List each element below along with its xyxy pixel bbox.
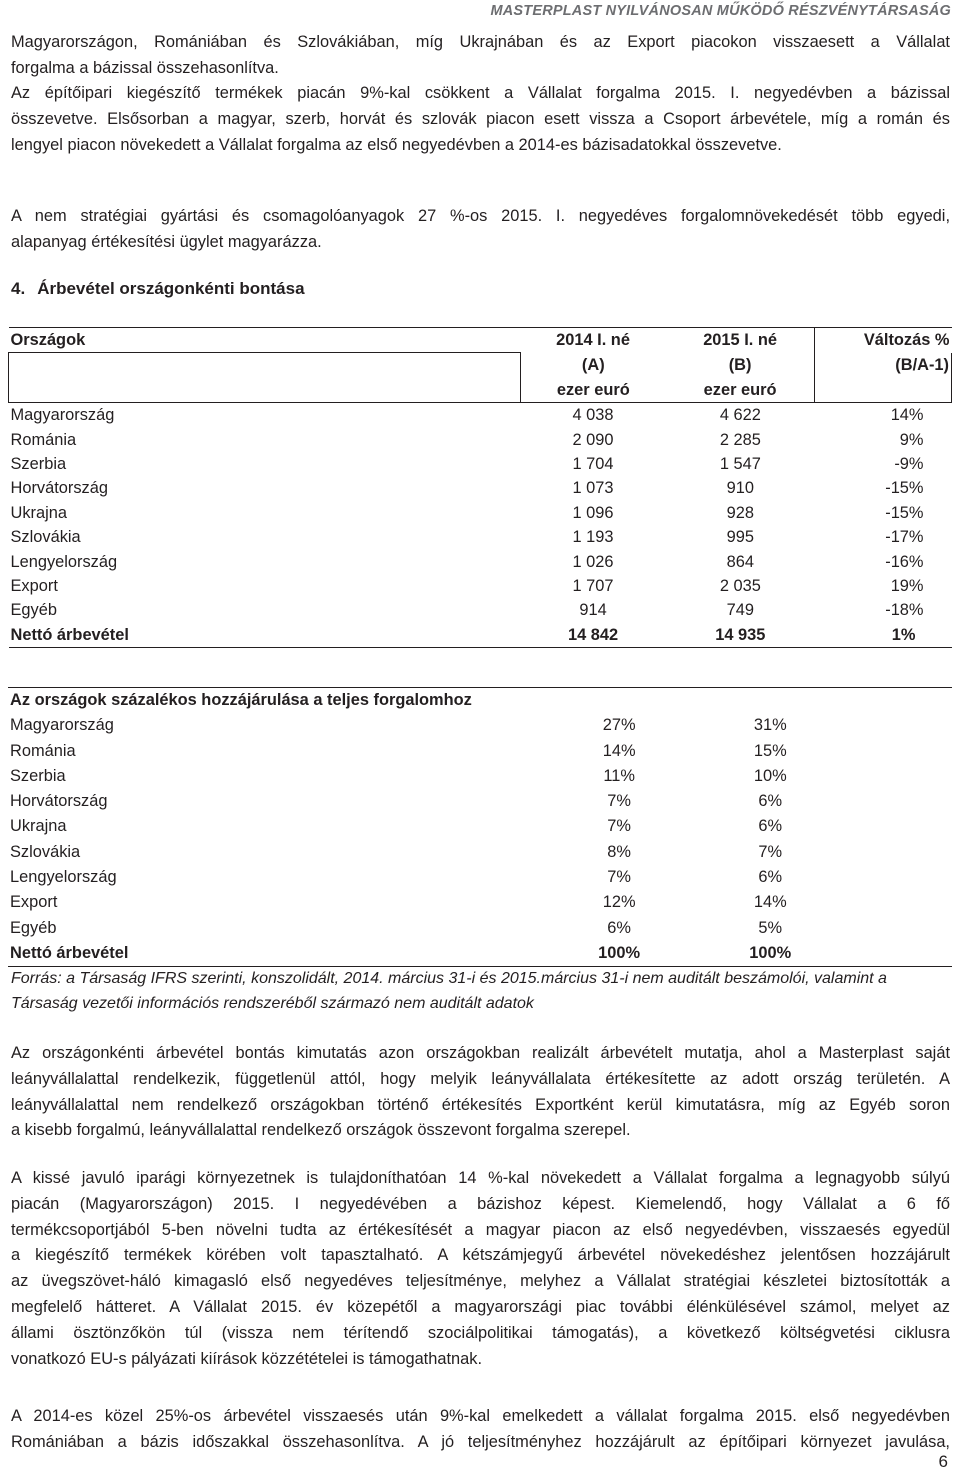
source-line: Forrás: a Társaság IFRS szerinti, konszolidált, 2014. március 31-i és 2015.március 31-i nem auditált beszámolói, valamint a <box>11 970 887 987</box>
value-2015-cell: 2 035 <box>719 577 761 596</box>
unit-a: ezer euró <box>520 378 665 403</box>
change-cell: -15% <box>885 479 924 498</box>
change-cell: -15% <box>885 503 924 522</box>
change-cell: 19% <box>890 577 924 596</box>
text-line: Az építőipari kiegészítő termékek piacán 9%-kal csökkent a Vállalat forgalma 2015. I. negyedévben a bázissal <box>11 84 950 102</box>
table-row <box>9 550 952 574</box>
text-line: megfelelő hátteret. A Vállalat 2015. év közepétől a magyarországi piac további élénkülésével számol, melyet az <box>11 1297 950 1316</box>
value-2014-cell: 1 073 <box>572 479 614 498</box>
value-2014-cell: 1 096 <box>572 503 614 522</box>
country-cell: Szlovákia <box>10 842 81 861</box>
country-cell: Horvátország <box>10 479 108 498</box>
unit-b: ezer euró <box>666 378 815 403</box>
share-2014-cell: 7% <box>607 817 631 836</box>
share-2015-cell: 5% <box>758 918 783 937</box>
share-2015-cell: 31% <box>753 716 787 735</box>
share-2015-cell: 14% <box>753 893 787 912</box>
table-total-row <box>9 623 952 648</box>
empty-cell <box>815 378 952 403</box>
text-line: állami ösztönzőkön túl (vissza nem térítendő szociálpolitikai támogatás), a következő költségvetési ciklusra <box>11 1323 950 1342</box>
table-header-row <box>9 328 952 353</box>
subheader-b: (B) <box>728 356 752 375</box>
share-2014-cell: 6% <box>607 918 631 937</box>
value-2015-cell: 928 <box>726 503 755 522</box>
table-row <box>9 428 952 452</box>
share-2015-cell: 6% <box>758 792 783 811</box>
paragraph-4 <box>11 1041 950 1144</box>
country-cell: Lengyelország <box>10 868 117 887</box>
text-line: piacán (Magyarországon) 2015. I negyedévében a bázishoz képest. Kiemelendő, hogy Vállalat a 6 fő <box>11 1194 950 1213</box>
paragraph-6 <box>11 1404 950 1456</box>
empty-cell <box>847 739 952 764</box>
share-2014-cell: 27% <box>602 716 636 735</box>
column-header-country: Országok <box>9 328 521 353</box>
text-line: az üvegszövet-háló kimagasló első negyedéves teljesítménye, melyhez a Vállalat stratégiai készletei biztosították a <box>11 1272 950 1291</box>
text-line: a kiegészítő termékek körében volt tapasztalható. A kétszámjegyű árbevétel növekedéshez jelentősen hozzájárult <box>11 1246 950 1265</box>
country-cell: Ukrajna <box>10 503 67 522</box>
share-2014-cell: 11% <box>603 766 635 785</box>
table-row <box>9 403 952 428</box>
text-line: A 2014-es közel 25%-os árbevétel visszaesés után 9%-kal emelkedett a vállalat forgalma 2015. első negyedévben <box>11 1407 950 1425</box>
share-2014-cell: 12% <box>602 893 636 912</box>
share-2014-cell: 8% <box>607 842 631 861</box>
country-cell: Egyéb <box>10 601 57 620</box>
text-line: A kissé javuló iparági környezetnek is tulajdoníthatóan 14 %-kal növekedett a Vállalat forgalma a legnagyobb súlyú <box>11 1169 950 1187</box>
column-header-2015: 2015 I. né <box>666 328 815 353</box>
share-row <box>8 890 952 915</box>
table-row <box>9 452 952 476</box>
value-2014-cell: 1 193 <box>572 528 614 547</box>
section-title: Árbevétel országonkénti bontása <box>37 279 305 298</box>
text-line: A nem stratégiai gyártási és csomagolóanyagok 27 %-os 2015. I. negyedéves forgalomnövekedését több egyedi, <box>11 207 950 225</box>
column-header-2014: 2014 I. né <box>520 328 665 353</box>
change-cell: 14% <box>890 406 924 425</box>
value-2015-cell: 2 285 <box>719 430 761 449</box>
country-cell: Export <box>10 577 58 596</box>
section-number: 4. <box>11 279 26 298</box>
total-label: Nettó árbevétel <box>9 623 521 648</box>
share-row <box>8 840 952 865</box>
subheader-ba: (B/A-1) <box>815 353 952 378</box>
share-2014-cell: 7% <box>607 868 631 887</box>
country-cell: Ukrajna <box>10 817 67 836</box>
text-line: összevetve. Elsősorban a magyar, szerb, horvát és szlovák piacon esett vissza a Csoport árbevétele, míg a román és <box>11 109 950 128</box>
share-total-2015: 100% <box>694 941 847 967</box>
source-note <box>11 966 951 1016</box>
value-2014-cell: 1 707 <box>572 577 614 596</box>
empty-cell <box>9 378 521 403</box>
table-row <box>9 598 952 622</box>
table-row <box>9 476 952 500</box>
share-total-2014: 100% <box>545 941 694 967</box>
empty-cell <box>847 890 952 915</box>
share-title-row <box>8 688 952 714</box>
share-2015-cell: 15% <box>753 741 787 760</box>
text-line: vonatkozó EU-s pályázati kiírások közzétételei is támogathatnak. <box>11 1349 483 1368</box>
value-2015-cell: 1 547 <box>719 455 761 474</box>
total-2015: 14 935 <box>666 623 815 648</box>
empty-cell <box>9 353 521 378</box>
empty-cell <box>847 789 952 814</box>
text-line: forgalma a bázissal összehasonlítva. <box>11 58 279 77</box>
country-cell: Románia <box>10 430 77 449</box>
text-line: a kisebb forgalmú, leányvállalattal rendelkező országok összevont forgalma szerepel. <box>11 1121 631 1140</box>
text-line: leányvállalattal nem rendelkező országokban történő értékesítés Exportként kerül kimutatásra, míg az Egyéb soron <box>11 1095 950 1114</box>
text-line: Az országonkénti árbevétel bontás kimutatás azon országokban realizált árbevételt mutatja, ahol a Masterplast saját <box>11 1044 950 1062</box>
country-cell: Export <box>10 893 58 912</box>
table-row <box>9 501 952 525</box>
paragraph-1 <box>11 30 950 82</box>
share-table-title: Az országok százalékos hozzájárulása a teljes forgalomhoz <box>8 688 952 714</box>
page-number: 6 <box>938 1452 948 1471</box>
value-2014-cell: 914 <box>579 601 607 620</box>
empty-cell <box>847 764 952 789</box>
share-row <box>8 865 952 890</box>
value-2015-cell: 749 <box>726 601 755 620</box>
empty-cell <box>847 814 952 839</box>
value-2015-cell: 910 <box>726 479 755 498</box>
country-cell: Magyarország <box>10 406 115 425</box>
column-header-change: Változás % <box>815 328 952 353</box>
value-2014-cell: 1 026 <box>572 552 614 571</box>
value-2015-cell: 4 622 <box>719 406 761 425</box>
empty-cell <box>847 713 952 738</box>
empty-cell <box>847 941 952 967</box>
share-row <box>8 739 952 764</box>
change-cell: 9% <box>899 430 924 449</box>
table-row <box>9 574 952 598</box>
share-total-row <box>8 941 952 967</box>
country-share-table <box>8 687 952 967</box>
table-unit-row <box>9 378 952 403</box>
share-total-label: Nettó árbevétel <box>8 941 545 967</box>
share-2015-cell: 7% <box>758 842 783 861</box>
change-cell: -16% <box>885 552 924 571</box>
paragraph-2 <box>11 81 950 158</box>
country-cell: Horvátország <box>10 792 108 811</box>
share-2014-cell: 14% <box>602 741 636 760</box>
share-row <box>8 814 952 839</box>
value-2014-cell: 4 038 <box>572 406 614 425</box>
table-subheader-row <box>9 353 952 378</box>
total-change: 1% <box>815 623 952 648</box>
share-row <box>8 789 952 814</box>
share-row <box>8 764 952 789</box>
country-cell: Románia <box>10 741 76 760</box>
text-line: Romániában a bázis időszakkal összehasonlítva. A jó teljesítményhez hozzájárult az építőipari környezet javulása, <box>11 1432 950 1451</box>
share-row <box>8 713 952 738</box>
share-row <box>8 916 952 941</box>
value-2014-cell: 2 090 <box>572 430 614 449</box>
share-2015-cell: 6% <box>758 868 783 887</box>
country-cell: Szerbia <box>10 766 66 785</box>
total-2014: 14 842 <box>520 623 665 648</box>
paragraph-3 <box>11 204 950 256</box>
country-cell: Egyéb <box>10 918 57 937</box>
empty-cell <box>847 840 952 865</box>
change-cell: -18% <box>885 601 924 620</box>
share-2015-cell: 6% <box>758 817 783 836</box>
country-cell: Szlovákia <box>10 528 81 547</box>
text-line: Magyarországon, Romániában és Szlovákiában, míg Ukrajnában és az Export piacokon visszaesett a Vállalat <box>11 33 950 51</box>
change-cell: -17% <box>885 528 924 547</box>
share-2015-cell: 10% <box>753 766 787 785</box>
share-2014-cell: 7% <box>607 792 631 811</box>
source-line: Társaság vezetői információs rendszeréből származó nem auditált adatok <box>11 995 534 1012</box>
empty-cell <box>847 865 952 890</box>
value-2014-cell: 1 704 <box>572 455 614 474</box>
text-line: alapanyag értékesítési ügylet magyarázza. <box>11 232 322 251</box>
table-row <box>9 525 952 549</box>
text-line: leányvállalattal rendelkezik, függetlenül attól, hogy melyik leányvállalata értékesítette az adott ország területén. A <box>11 1069 950 1088</box>
text-line: termékcsoportjából 5-ben növelni tudta az értékesítését a magyar piacon az első negyedévben, visszaesés egyedül <box>11 1220 950 1239</box>
section-heading <box>11 279 305 299</box>
country-cell: Magyarország <box>10 716 114 735</box>
value-2015-cell: 995 <box>726 528 755 547</box>
company-header: MASTERPLAST NYILVÁNOSAN MŰKÖDŐ RÉSZVÉNYTÁRSASÁG <box>490 3 951 19</box>
change-cell: -9% <box>894 455 924 474</box>
text-line: lengyel piacon növekedett a Vállalat forgalma az első negyedévben a 2014-es bázisadatokkal összevetve. <box>11 135 782 154</box>
country-cell: Lengyelország <box>10 552 118 571</box>
paragraph-5 <box>11 1166 950 1372</box>
empty-cell <box>847 916 952 941</box>
revenue-by-country-table <box>8 327 952 648</box>
country-cell: Szerbia <box>10 455 67 474</box>
subheader-a: (A) <box>581 356 605 375</box>
value-2015-cell: 864 <box>726 552 755 571</box>
